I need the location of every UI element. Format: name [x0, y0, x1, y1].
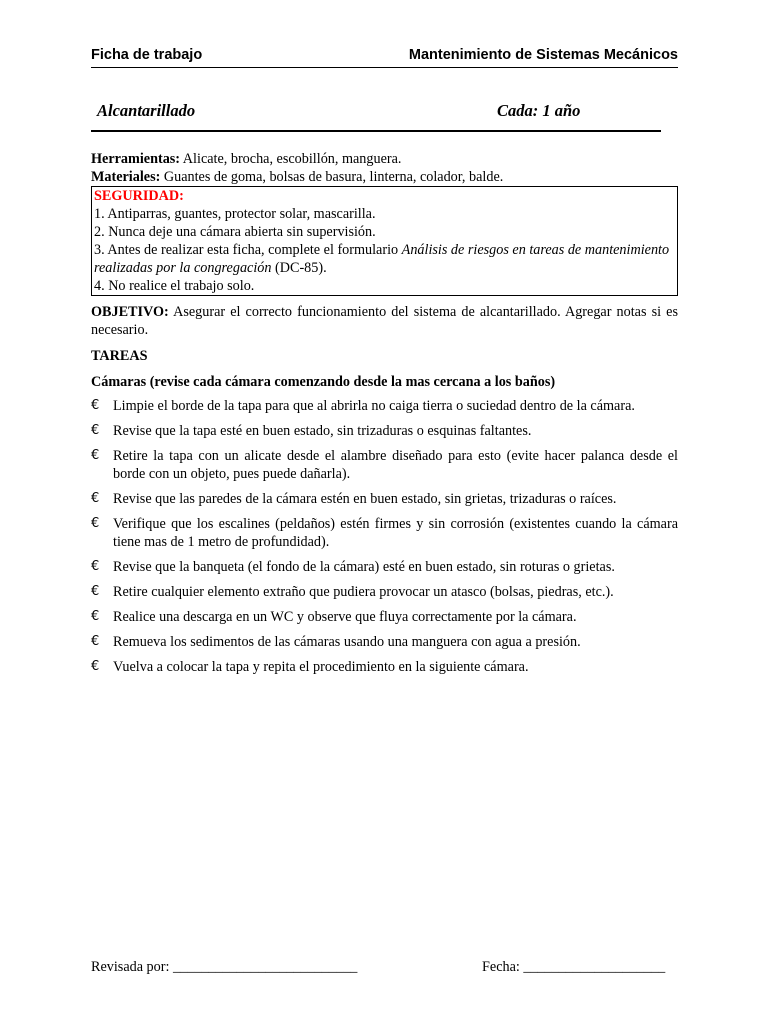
objective — [91, 303, 678, 339]
list-item — [91, 397, 678, 415]
header-subject: Mantenimiento de Sistemas Mecánicos — [408, 47, 678, 63]
list-item — [91, 658, 678, 676]
euro-bullet-icon: € — [91, 584, 100, 599]
security-item-3-post: (DC-85). — [271, 260, 327, 276]
euro-bullet-icon: € — [91, 609, 100, 624]
reviewed-by-field: Revisada por: __________________________ — [91, 959, 358, 975]
title-bar — [91, 100, 661, 132]
list-item — [91, 515, 678, 551]
task-frequency: Cada: 1 año — [497, 101, 581, 120]
tools-label: Herramientas: — [91, 151, 181, 167]
task-text: Remueva los sedimentos de las cámaras usando una manguera con agua a presión. — [113, 634, 581, 650]
materials-line — [91, 168, 678, 186]
task-text: Verifique que los escalines (peldaños) estén firmes y sin corrosión (existentes cuando la cámara tiene mas de 1 metro de profundidad). — [113, 516, 678, 550]
materials-text: Guantes de goma, bolsas de basura, linterna, colador, balde. — [160, 169, 504, 185]
euro-bullet-icon: € — [91, 448, 100, 463]
task-list — [91, 397, 678, 676]
date-field: Fecha: ____________________ — [482, 959, 666, 975]
task-text: Limpie el borde de la tapa para que al abrirla no caiga tierra o suciedad dentro de la cámara. — [113, 398, 635, 414]
security-item-1: 1. Antiparras, guantes, protector solar, mascarilla. — [94, 206, 376, 222]
euro-bullet-icon: € — [91, 559, 100, 574]
tools-line — [91, 150, 678, 168]
security-item-4: 4. No realice el trabajo solo. — [94, 278, 255, 294]
cameras-heading: Cámaras (revise cada cámara comenzando desde la mas cercana a los baños) — [91, 374, 556, 390]
list-item — [91, 583, 678, 601]
task-text: Realice una descarga en un WC y observe que fluya correctamente por la cámara. — [113, 609, 577, 625]
security-item-3 — [94, 241, 675, 277]
security-heading: SEGURIDAD: — [94, 188, 184, 204]
euro-bullet-icon: € — [91, 634, 100, 649]
header-doc-type: Ficha de trabajo — [91, 47, 203, 63]
list-item — [91, 447, 678, 483]
euro-bullet-icon: € — [91, 423, 100, 438]
objective-label: OBJETIVO: — [91, 304, 169, 320]
materials-label: Materiales: — [91, 169, 161, 185]
list-item — [91, 633, 678, 651]
security-box — [91, 186, 678, 296]
page-header — [91, 46, 678, 68]
task-title: Alcantarillado — [97, 101, 196, 120]
list-item — [91, 558, 678, 576]
task-text: Retire cualquier elemento extraño que pudiera provocar un atasco (bolsas, piedras, etc.). — [113, 584, 614, 600]
security-item-3-pre: 3. Antes de realizar esta ficha, complete el formulario — [94, 242, 402, 258]
list-item — [91, 608, 678, 626]
list-item — [91, 422, 678, 440]
security-item-3-form-name: Análisis de riesgos en tareas de mantenimiento realizadas por la congregación — [94, 242, 670, 276]
task-text: Revise que las paredes de la cámara estén en buen estado, sin grietas, trizaduras o raíces. — [113, 491, 617, 507]
euro-bullet-icon: € — [91, 491, 100, 506]
worksheet-body — [91, 150, 678, 683]
tools-text: Alicate, brocha, escobillón, manguera. — [180, 151, 402, 167]
objective-text: Asegurar el correcto funcionamiento del sistema de alcantarillado. Agregar notas si es necesario. — [91, 304, 678, 338]
list-item — [91, 490, 678, 508]
task-text: Retire la tapa con un alicate desde el alambre diseñado para esto (evite hacer palanca desde el borde con un objeto, pues puede dañarla). — [113, 448, 678, 482]
tasks-heading: TAREAS — [91, 348, 148, 364]
euro-bullet-icon: € — [91, 659, 100, 674]
task-text: Revise que la banqueta (el fondo de la cámara) esté en buen estado, sin roturas o grietas. — [113, 559, 615, 575]
task-text: Revise que la tapa esté en buen estado, sin trizaduras o esquinas faltantes. — [113, 423, 532, 439]
euro-bullet-icon: € — [91, 516, 100, 531]
task-text: Vuelva a colocar la tapa y repita el procedimiento en la siguiente cámara. — [113, 659, 529, 675]
security-item-2: 2. Nunca deje una cámara abierta sin supervisión. — [94, 224, 376, 240]
euro-bullet-icon: € — [91, 398, 100, 413]
